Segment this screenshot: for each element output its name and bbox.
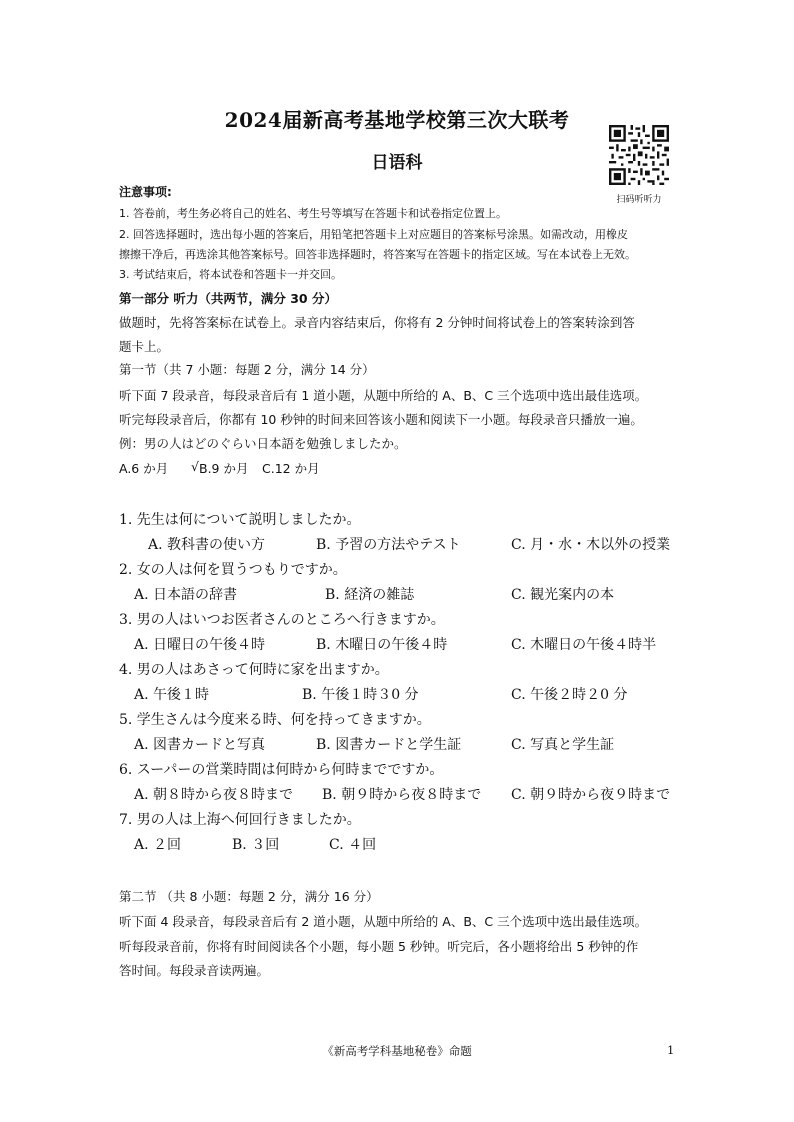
section2-desc: 答时间。每段录音读两遍。 <box>119 963 270 978</box>
option-b: B. 木曜日の午後４時 <box>316 637 448 653</box>
option-a: A. 教科書の使い方 <box>148 537 266 553</box>
question: 6. スーパーの営業時間は何時から何時までですか。 <box>119 762 444 778</box>
option-a: A. ２回 <box>134 837 182 853</box>
example-option-c: C.12 か月 <box>262 461 320 476</box>
option-b: B. 経済の雑誌 <box>325 587 415 603</box>
qr-code-icon[interactable] <box>609 125 669 185</box>
option-b: B. 午後１時３0 分 <box>302 687 419 703</box>
question: 7. 男の人は上海へ何回行きましたか。 <box>119 812 361 828</box>
section1-heading: 第一节（共 7 小题：每题 2 分，满分 14 分） <box>119 362 375 377</box>
question: 3. 男の人はいつお医者さんのところへ行きますか。 <box>119 612 445 628</box>
part1-desc: 题卡上。 <box>119 339 170 354</box>
option-b: B. ３回 <box>232 837 280 853</box>
notice-item: 2. 回答选择题时，选出每小题的答案后，用铅笔把答题卡上对应题目的答案标号涂黑。如需改动，用橡皮 <box>119 228 628 241</box>
option-c: C. ４回 <box>329 837 377 853</box>
qr-label: 扫码听听力 <box>616 195 662 205</box>
example-option-b: B.9 か月 <box>199 461 249 476</box>
page-title: 2024届新高考基地学校第三次大联考 <box>224 108 570 132</box>
section1-desc: 听下面 7 段录音，每段录音后有 1 道小题，从题中所给的 A、B、C 三个选项中选出最佳选项。 <box>119 388 648 403</box>
option-c: C. 写真と学生証 <box>511 737 615 753</box>
notice-item: 1. 答卷前，考生务必将自己的姓名、考生号等填写在答题卡和试卷指定位置上。 <box>119 207 507 220</box>
example-question: 例：男の人はどのぐらい日本語を勉強しましたか。 <box>119 436 407 451</box>
option-c: C. 朝９時から夜９時まで <box>511 787 671 803</box>
section1-desc: 听完每段录音后，你都有 10 秒钟的时间来回答该小题和阅读下一小题。每段录音只播放一遍。 <box>119 412 643 427</box>
question: 1. 先生は何について説明しましたか。 <box>119 512 361 528</box>
example-option-a: A.6 か月 <box>119 461 169 476</box>
notice-heading: 注意事项: <box>119 185 172 199</box>
option-a: A. 午後１時 <box>134 687 210 703</box>
page-subtitle: 日语科 <box>371 153 423 173</box>
check-icon: √ <box>191 459 199 474</box>
question: 2. 女の人は何を買うつもりですか。 <box>119 562 347 578</box>
option-a: A. 図書カードと写真 <box>134 737 266 753</box>
option-c: C. 木曜日の午後４時半 <box>511 637 657 653</box>
section2-heading: 第二节 （共 8 小题：每题 2 分，满分 16 分） <box>119 889 379 904</box>
option-c: C. 観光案内の本 <box>511 587 615 603</box>
notice-item: 3. 考试结束后，将本试卷和答题卡一并交回。 <box>119 268 342 281</box>
section2-desc: 听下面 4 段录音，每段录音后有 2 道小题，从题中所给的 A、B、C 三个选项中选出最佳选项。 <box>119 914 648 929</box>
option-b: B. 予習の方法やテスト <box>316 537 461 553</box>
option-b: B. 朝９時から夜８時まで <box>322 787 482 803</box>
option-a: A. 朝８時から夜８時まで <box>134 787 294 803</box>
option-a: A. 日本語の辞書 <box>134 587 238 603</box>
section2-desc: 听每段录音前，你将有时间阅读各个小题，每小题 5 秒钟。听完后，各小题将给出 5 秒钟的作 <box>119 939 639 954</box>
question: 5. 学生さんは今度来る時、何を持ってきますか。 <box>119 712 431 728</box>
page-number: 1 <box>667 1043 675 1057</box>
option-a: A. 日曜日の午後４時 <box>134 637 266 653</box>
option-c: C. 月・水・木以外の授業 <box>511 537 671 553</box>
part1-desc: 做题时，先将答案标在试卷上。录音内容结束后，你将有 2 分钟时间将试卷上的答案转涂到答 <box>119 315 635 330</box>
question: 4. 男の人はあさって何時に家を出ますか。 <box>119 662 389 678</box>
notice-item: 擦擦干净后，再选涂其他答案标号。回答非选择题时，将答案写在答题卡的指定区域。写在本试卷上无效。 <box>119 248 636 261</box>
footer-text: 《新高考学科基地秘卷》命题 <box>322 1044 472 1058</box>
part1-heading: 第一部分 听力（共两节，满分 30 分） <box>119 291 337 306</box>
option-c: C. 午後２時２0 分 <box>511 687 628 703</box>
option-b: B. 図書カードと学生証 <box>316 737 462 753</box>
